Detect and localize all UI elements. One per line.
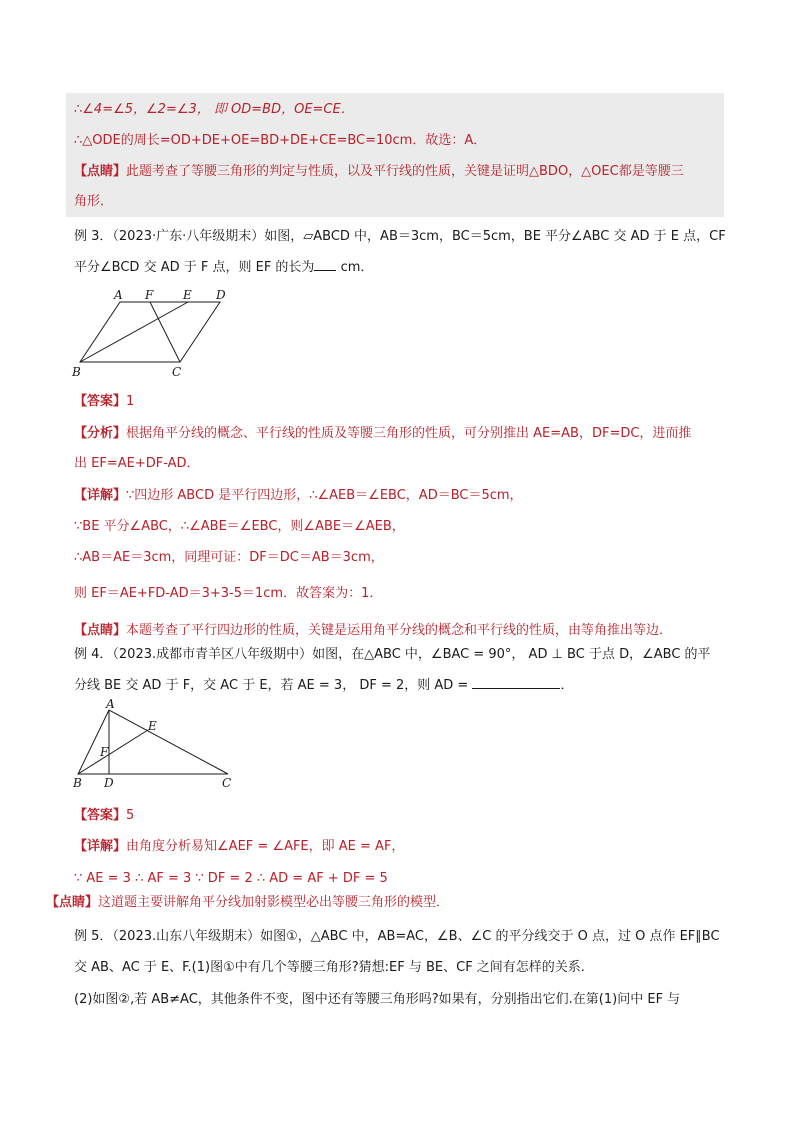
segment-cf — [150, 302, 180, 362]
label-e: E — [148, 719, 157, 733]
ex4-comment-text: 这道题主要讲解角平分线加射影模型必出等腰三角形的模型． — [98, 895, 450, 910]
ex3-answer — [74, 393, 134, 411]
ex2-comment-line1: 此题考查了等腰三角形的判定与性质，以及平行线的性质，关键是证明△BDO，△OEC都是等腰三 — [126, 164, 684, 179]
ex4-answer-value: 5 — [126, 808, 135, 823]
ex2-comment — [74, 163, 684, 181]
segment-be — [80, 302, 188, 362]
ex4-question-line1: 例 4．（2023.成都市青羊区八年级期中）如图，在△ABC 中，∠BAC = 90°， AD ⊥ BC 于点 D，∠ABC 的平 — [74, 647, 711, 662]
ex4-detail-line1: 由角度分析易知∠AEF = ∠AFE，即 AE = AF， — [126, 839, 405, 854]
ex3-comment-text: 本题考查了平行四边形的性质，关键是运用角平分线的概念和平行线的性质，由等角推出等边． — [126, 623, 673, 638]
ex3-detail-line3: ∴AB＝AE＝3cm，同理可证：DF＝DC＝AB＝3cm， — [74, 550, 384, 565]
ex3-detail-line1: ∵四边形 ABCD 是平行四边形，∴∠AEB＝∠EBC，AD＝BC＝5cm， — [126, 488, 523, 503]
label-c: C — [172, 365, 182, 379]
ex3-detail — [74, 487, 523, 505]
comment-tag: 【点睛】 — [46, 895, 99, 910]
label-a: A — [114, 288, 123, 302]
ex4-detail-line2: ∵ AE = 3 ∴ AF = 3 ∵ DF = 2 ∴ AD = AF + DF = 5 — [74, 871, 388, 886]
ex4-answer — [74, 807, 134, 825]
label-b: B — [72, 365, 81, 379]
label-c: C — [222, 776, 232, 790]
ex4-q2-end: ． — [560, 678, 574, 693]
ex3-analysis-line1: 根据角平分线的概念、平行线的性质及等腰三角形的性质，可分别推出 AE=AB，DF=DC，进而推 — [126, 426, 692, 441]
parallelogram-abcd — [80, 302, 220, 362]
ex4-question-line2 — [74, 676, 573, 695]
ex3-q2-text: 平分∠BCD 交 AD 于 F 点，则 EF 的长为 — [74, 260, 315, 275]
ex4-detail — [74, 838, 404, 856]
ex5-line3: (2)如图②,若 AB≠AC，其他条件不变，图中还有等腰三角形吗?如果有，分别指出它们.在第(1)问中 EF 与 — [74, 992, 681, 1007]
ex4-triangle-figure — [66, 698, 246, 794]
label-d: D — [104, 776, 114, 790]
ex2-line2: ∴△ODE的周长=OD+DE+OE=BD+DE+CE=BC=10cm．故选：A． — [74, 133, 487, 148]
ex4-comment — [46, 894, 449, 912]
label-b: B — [73, 776, 82, 790]
detail-tag: 【详解】 — [74, 839, 127, 854]
ex3-analysis-line2: 出 EF=AE+DF-AD． — [74, 456, 200, 471]
ex3-analysis — [74, 425, 691, 443]
label-d: D — [216, 288, 226, 302]
label-e: E — [183, 288, 192, 302]
ex2-comment-line2: 角形． — [74, 194, 114, 209]
answer-tag: 【答案】 — [74, 394, 127, 409]
ex3-q2-unit: cm． — [340, 260, 374, 275]
ex3-question-line1: 例 3．（2023·广东·八年级期末）如图，▱ABCD 中，AB＝3cm，BC＝5cm，BE 平分∠ABC 交 AD 于 E 点，CF — [74, 229, 726, 244]
ex3-detail-line4: 则 EF＝AE+FD-AD＝3+3-5＝1cm．故答案为：1． — [74, 586, 383, 601]
comment-tag: 【点睛】 — [74, 623, 127, 638]
ex3-answer-value: 1 — [126, 394, 135, 409]
label-f: F — [145, 288, 154, 302]
ex3-comment — [74, 622, 672, 640]
ex3-parallelogram-figure — [66, 284, 236, 380]
answer-tag: 【答案】 — [74, 808, 127, 823]
comment-tag: 【点睛】 — [74, 164, 127, 179]
label-a: A — [106, 698, 115, 711]
ex5-line1: 例 5．（2023.山东八年级期末）如图①，△ABC 中，AB=AC，∠B、∠C 的平分线交于 O 点，过 O 点作 EF∥BC — [74, 929, 720, 944]
label-f: F — [100, 745, 109, 759]
ex5-line2: 交 AB、AC 于 E、F.(1)图①中有几个等腰三角形?猜想:EF 与 BE、CF 之间有怎样的关系. — [74, 960, 585, 975]
ex4-answer-blank — [472, 676, 560, 689]
ex2-line1: ∴∠4=∠5，∠2=∠3， 即 OD=BD，OE=CE． — [74, 102, 354, 117]
ex4-q2-text: 分线 BE 交 AD 于 F，交 AC 于 E，若 AE = 3， DF = 2，则 AD = — [74, 678, 469, 693]
analysis-tag: 【分析】 — [74, 426, 127, 441]
detail-tag: 【详解】 — [74, 488, 127, 503]
ex3-question-line2 — [74, 258, 373, 277]
ex3-detail-line2: ∵BE 平分∠ABC，∴∠ABE＝∠EBC，则∠ABE＝∠AEB， — [74, 519, 405, 534]
ex3-answer-blank — [314, 258, 336, 271]
